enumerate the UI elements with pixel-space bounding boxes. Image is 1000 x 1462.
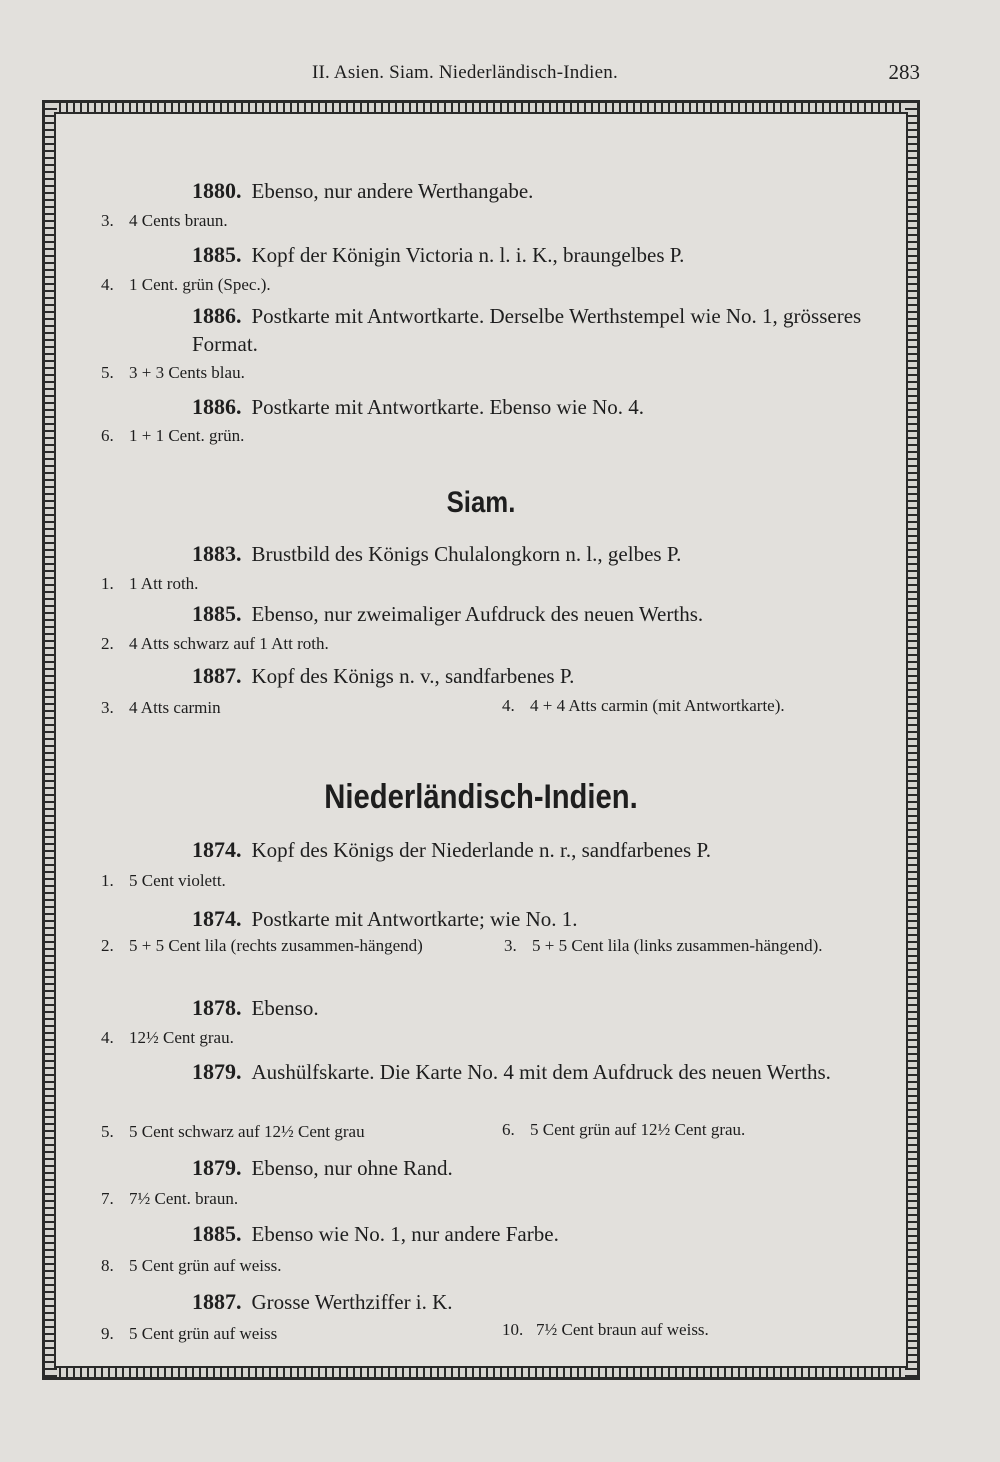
list-item — [101, 574, 198, 594]
entry-desc: Ebenso, nur zweimaliger Aufdruck des neuen Werths. — [251, 602, 704, 626]
entry-heading — [192, 178, 533, 204]
item-number: 2. — [101, 936, 114, 955]
item-text: 1 Att roth. — [129, 574, 199, 593]
entry-heading — [192, 541, 681, 567]
entry-heading — [192, 1155, 453, 1181]
item-number: 6. — [101, 426, 114, 445]
entry-heading — [192, 1221, 559, 1247]
list-item — [502, 1320, 709, 1340]
list-item — [101, 1189, 238, 1209]
item-text: 7½ Cent. braun. — [129, 1189, 239, 1208]
entry-desc: Postkarte mit Antwortkarte. Derselbe Werthstempel wie No. 1, grösseres Format. — [192, 304, 862, 356]
item-text: 7½ Cent braun auf weiss. — [536, 1320, 709, 1339]
page-number: 283 — [888, 60, 920, 84]
item-number: 7. — [101, 1189, 114, 1208]
entry-year: 1886. — [192, 394, 242, 419]
entry-year: 1885. — [192, 601, 242, 626]
entry-heading — [192, 663, 574, 689]
entry-desc: Ebenso. — [251, 996, 319, 1020]
list-item — [101, 363, 245, 383]
item-number: 2. — [101, 634, 114, 653]
entry-heading — [192, 995, 319, 1021]
item-text: 3 + 3 Cents blau. — [129, 363, 245, 382]
entry-desc: Ebenso, nur ohne Rand. — [251, 1156, 453, 1180]
list-item — [101, 275, 271, 295]
item-text: 5 + 5 Cent lila (rechts zusammen-hängend) — [129, 936, 423, 955]
entry-desc: Postkarte mit Antwortkarte. Ebenso wie No. 4. — [251, 395, 645, 419]
item-text: 5 Cent grün auf 12½ Cent grau. — [530, 1120, 746, 1139]
list-item — [101, 211, 228, 231]
item-text: 5 Cent schwarz auf 12½ Cent grau — [129, 1122, 365, 1141]
page-body — [54, 112, 908, 1368]
entry-desc: Brustbild des Königs Chulalongkorn n. l., gelbes P. — [251, 542, 682, 566]
item-number: 10. — [502, 1320, 524, 1339]
entry-year: 1880. — [192, 178, 242, 203]
item-text: 5 + 5 Cent lila (links zusammen-hängend). — [532, 936, 823, 955]
item-number: 8. — [101, 1256, 114, 1275]
page-content — [56, 114, 906, 1366]
section-title-siam: Siam. — [446, 486, 516, 519]
entry-year: 1879. — [192, 1155, 242, 1180]
running-head — [0, 60, 1000, 90]
entry-year: 1878. — [192, 995, 242, 1020]
list-item — [101, 1122, 365, 1142]
item-text: 5 Cent grün auf weiss — [129, 1324, 278, 1343]
entry-year: 1886. — [192, 303, 242, 328]
item-text: 1 Cent. grün (Spec.). — [129, 275, 271, 294]
list-item — [101, 935, 479, 957]
item-number: 3. — [101, 211, 114, 230]
item-number: 4. — [101, 275, 114, 294]
entry-desc: Kopf des Königs der Niederlande n. r., sandfarbenes P. — [251, 838, 712, 862]
entry-desc: Kopf des Königs n. v., sandfarbenes P. — [251, 664, 575, 688]
list-item — [101, 871, 226, 891]
entry-year: 1883. — [192, 541, 242, 566]
entry-desc: Ebenso, nur andere Werthangabe. — [251, 179, 534, 203]
item-text: 4 Cents braun. — [129, 211, 228, 230]
item-number: 5. — [101, 1122, 114, 1141]
entry-heading — [192, 302, 920, 358]
entry-year: 1879. — [192, 1059, 242, 1084]
item-text: 12½ Cent grau. — [129, 1028, 234, 1047]
list-item — [101, 634, 329, 654]
entry-year: 1887. — [192, 663, 242, 688]
entry-year: 1885. — [192, 1221, 242, 1246]
item-number: 1. — [101, 574, 114, 593]
entry-year: 1874. — [192, 906, 242, 931]
item-text: 5 Cent grün auf weiss. — [129, 1256, 282, 1275]
item-number: 4. — [101, 1028, 114, 1047]
entry-heading — [192, 906, 578, 932]
item-number: 3. — [101, 698, 114, 717]
entry-desc: Ebenso wie No. 1, nur andere Farbe. — [251, 1222, 559, 1246]
item-text: 4 Atts carmin — [129, 698, 221, 717]
entry-heading — [192, 837, 711, 863]
item-number: 3. — [504, 936, 517, 955]
entry-desc: Grosse Werthziffer i. K. — [251, 1290, 453, 1314]
list-item — [504, 935, 876, 957]
entry-heading — [192, 242, 684, 268]
entry-heading — [192, 394, 644, 420]
entry-heading — [192, 1289, 453, 1315]
item-number: 4. — [502, 696, 515, 715]
item-text: 4 Atts schwarz auf 1 Att roth. — [129, 634, 329, 653]
entry-desc: Postkarte mit Antwortkarte; wie No. 1. — [251, 907, 578, 931]
item-text: 1 + 1 Cent. grün. — [129, 426, 245, 445]
ornamental-border — [42, 100, 920, 1380]
item-number: 6. — [502, 1120, 515, 1139]
item-number: 9. — [101, 1324, 114, 1343]
list-item — [101, 1256, 282, 1276]
list-item — [502, 696, 785, 716]
entry-year: 1887. — [192, 1289, 242, 1314]
section-title-niederlaendisch-indien: Niederländisch-Indien. — [324, 778, 638, 816]
entry-desc: Kopf der Königin Victoria n. l. i. K., braungelbes P. — [251, 243, 685, 267]
list-item — [101, 1028, 234, 1048]
entry-heading — [192, 601, 703, 627]
list-item — [502, 1120, 745, 1140]
item-text: 4 + 4 Atts carmin (mit Antwortkarte). — [530, 696, 785, 715]
list-item — [101, 426, 244, 446]
item-text: 5 Cent violett. — [129, 871, 226, 890]
entry-year: 1874. — [192, 837, 242, 862]
entry-desc: Aushülfskarte. Die Karte No. 4 mit dem Aufdruck des neuen Werths. — [251, 1060, 831, 1084]
item-number: 5. — [101, 363, 114, 382]
entry-year: 1885. — [192, 242, 242, 267]
item-number: 1. — [101, 871, 114, 890]
running-head-title: II. Asien. Siam. Niederländisch-Indien. — [312, 62, 618, 83]
list-item — [101, 698, 221, 718]
list-item — [101, 1324, 277, 1344]
entry-heading — [192, 1058, 920, 1086]
